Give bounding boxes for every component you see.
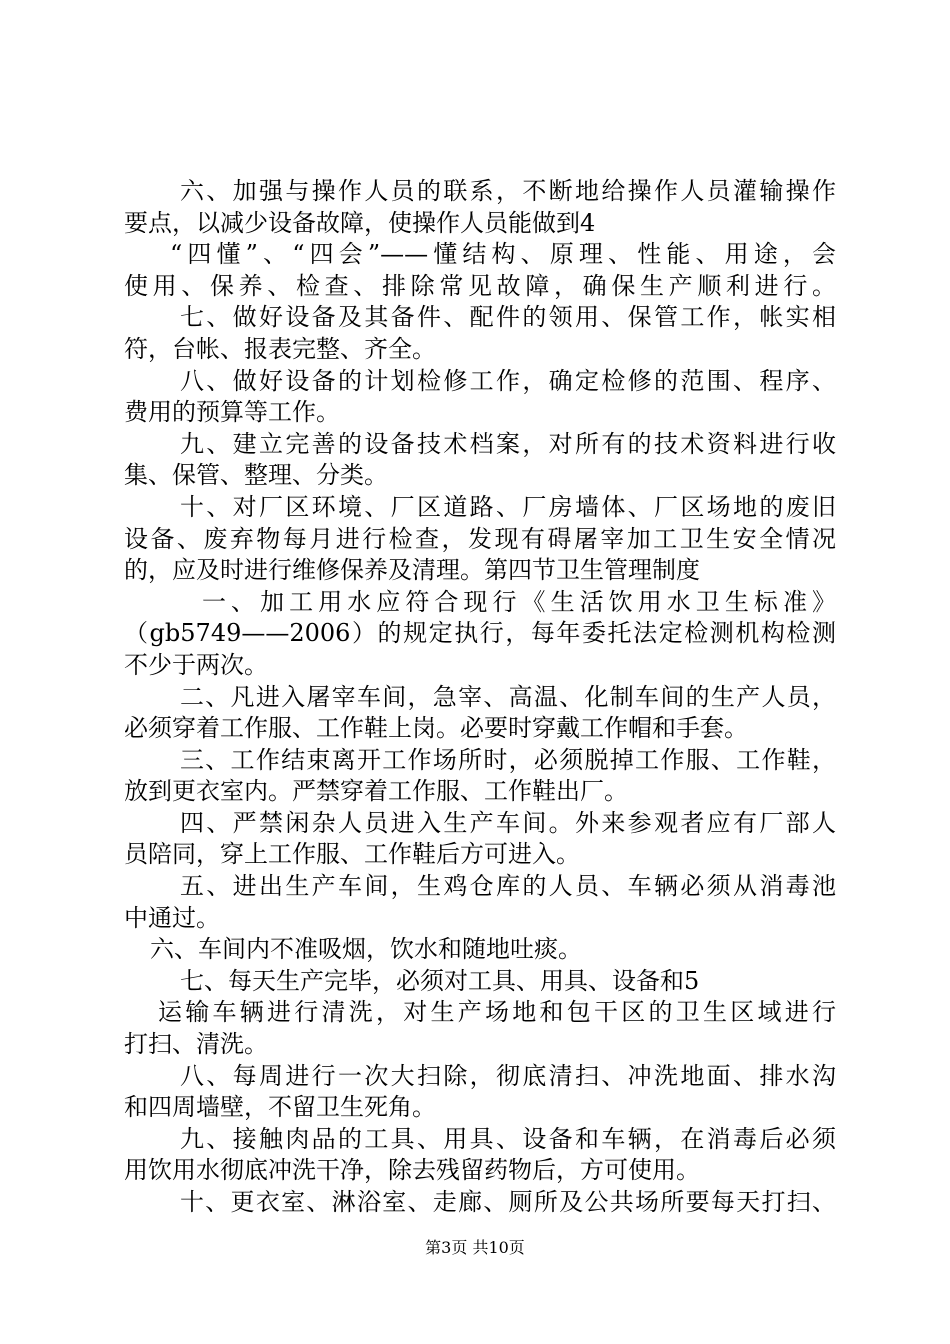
text-line: 的，应及时进行维修保养及清理。第四节卫生管理制度 xyxy=(124,556,700,585)
document-body xyxy=(124,176,836,1219)
text-line: 九、接触肉品的工具、用具、设备和车辆，在消毒后必须 xyxy=(180,1124,836,1153)
text-line: 六、加强与操作人员的联系，不断地给操作人员灌输操作 xyxy=(180,177,836,205)
text-line: 费用的预算等工作。 xyxy=(124,398,340,427)
page-footer: 第3页 共10页 xyxy=(425,1238,525,1257)
text-line: （gb5749——2006）的规定执行，每年委托法定检测机构检测 xyxy=(124,619,836,648)
text-line: 七、做好设备及其备件、配件的领用、保管工作，帐实相 xyxy=(180,303,836,332)
text-line: 七、每天生产完毕，必须对工具、用具、设备和5 xyxy=(180,966,700,995)
text-line: 设备、废弃物每月进行检查，发现有碍屠宰加工卫生安全情况 xyxy=(124,524,836,553)
text-line: 用饮用水彻底冲洗干净，除去残留药物后，方可使用。 xyxy=(124,1156,700,1185)
text-line: 二、凡进入屠宰车间，急宰、高温、化制车间的生产人员， xyxy=(180,682,836,711)
text-line: 不少于两次。 xyxy=(124,650,268,679)
text-line: 员陪同，穿上工作服、工作鞋后方可进入。 xyxy=(124,840,580,869)
text-line: 五、进出生产车间，生鸡仓库的人员、车辆必须从消毒池 xyxy=(180,872,836,901)
text-line: 运输车辆进行清洗，对生产场地和包干区的卫生区域进行 xyxy=(158,998,836,1027)
text-line: 三、工作结束离开工作场所时，必须脱掉工作服、工作鞋， xyxy=(180,745,836,774)
text-line: 八、每周进行一次大扫除，彻底清扫、冲洗地面、排水沟 xyxy=(180,1061,836,1090)
text-line: 中通过。 xyxy=(124,903,220,932)
text-line: 必须穿着工作服、工作鞋上岗。必要时穿戴工作帽和手套。 xyxy=(124,714,748,743)
text-line: 十、对厂区环境、厂区道路、厂房墙体、厂区场地的废旧 xyxy=(180,492,836,521)
text-line: 符，台帐、报表完整、齐全。 xyxy=(124,334,436,363)
text-line: 放到更衣室内。严禁穿着工作服、工作鞋出厂。 xyxy=(124,777,628,806)
text-line: “四懂”、“四会”——懂结构、原理、性能、用途，会 xyxy=(170,240,836,269)
text-line: 一、加工用水应符合现行《生活饮用水卫生标准》 xyxy=(202,587,836,616)
text-line: 四、严禁闲杂人员进入生产车间。外来参观者应有厂部人 xyxy=(180,808,836,837)
text-line: 六、车间内不准吸烟，饮水和随地吐痰。 xyxy=(150,935,582,964)
text-line: 集、保管、整理、分类。 xyxy=(124,461,388,490)
text-line: 十、更衣室、淋浴室、走廊、厕所及公共场所要每天打扫、 xyxy=(180,1188,836,1216)
text-line: 使用、保养、检查、排除常见故障，确保生产顺利进行。 xyxy=(124,271,836,300)
text-line: 八、做好设备的计划检修工作，确定检修的范围、程序、 xyxy=(180,366,836,395)
text-line: 要点，以减少设备故障，使操作人员能做到4 xyxy=(124,208,596,237)
text-line: 打扫、清洗。 xyxy=(124,1030,268,1059)
text-line: 和四周墙壁，不留卫生死角。 xyxy=(124,1093,436,1122)
text-line: 九、建立完善的设备技术档案，对所有的技术资料进行收 xyxy=(180,429,836,458)
